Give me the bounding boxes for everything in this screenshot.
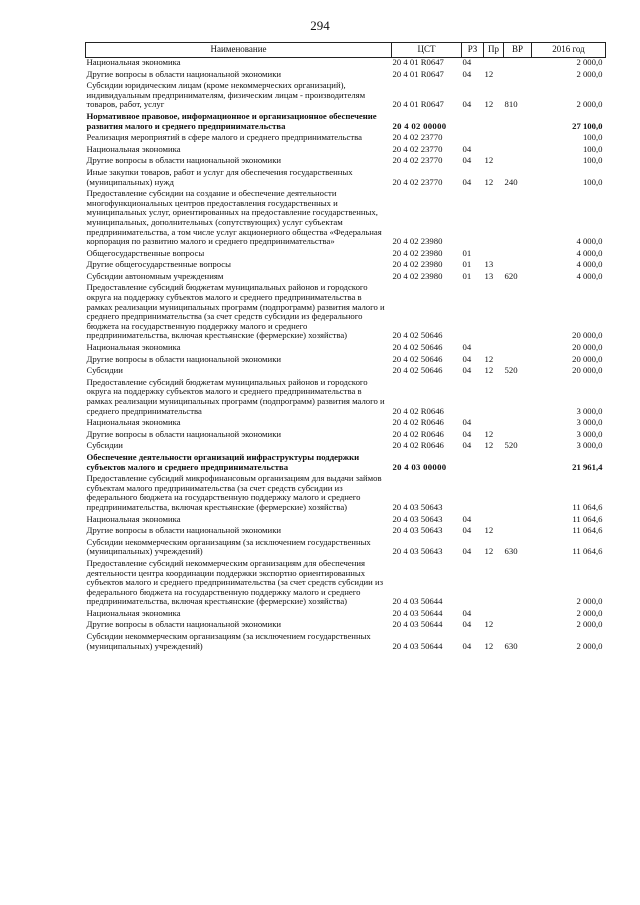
- row-pr: [484, 133, 504, 145]
- row-name: Иные закупки товаров, работ и услуг для обеспечения государственных (муниципальных) нужд: [86, 166, 353, 187]
- row-name: Субсидии некоммерческим организациям (за исключением государственных (муниципальных) учреждений): [86, 631, 371, 651]
- table-row: [86, 58, 606, 70]
- row-name: Нормативное правовое, информационное и организационное обеспечение развития малого и среднего предпринимательства: [86, 110, 377, 131]
- row-name: Другие вопросы в области национальной экономики: [86, 68, 282, 79]
- row-pr: 12: [484, 546, 494, 557]
- row-rz: 04: [462, 143, 472, 154]
- table-body: [86, 58, 606, 654]
- row-amount: 21 961,4: [572, 461, 603, 472]
- row-pr: 12: [484, 619, 494, 630]
- row-pr: [484, 58, 504, 70]
- row-amount: 100,0: [582, 176, 603, 187]
- header-pr: Пр: [484, 43, 504, 58]
- table-row: [86, 283, 606, 343]
- table-row: [86, 168, 606, 189]
- row-cst: 20 4 03 50643: [392, 546, 443, 557]
- row-pr: [484, 112, 504, 133]
- row-cst: 20 4 02 50646: [392, 342, 443, 353]
- table-row: [86, 189, 606, 249]
- table-row: [86, 453, 606, 474]
- row-vr: 620: [504, 270, 518, 281]
- row-amount: 11 064,6: [572, 546, 603, 557]
- header-rz: РЗ: [462, 43, 484, 58]
- row-cst: 20 4 02 R0646: [392, 428, 444, 439]
- row-amount: 3 000,0: [576, 440, 603, 451]
- row-vr: [504, 145, 532, 157]
- row-cst: 20 4 03 50644: [392, 596, 443, 607]
- row-name: Предоставление субсидий некоммерческим организациям для обеспечения деятельности центра координации поддержки экспортно ориентированных субъектов малого и среднего предпринимательства (за счет средств субсидии из федерального бюджета на государственную поддержку малого и среднего предпринимательства, включая крестьянские (фермерские) хозяйства): [86, 557, 384, 607]
- row-rz: 01: [462, 259, 472, 270]
- row-name: Национальная экономика: [86, 342, 181, 353]
- table-row: [86, 430, 606, 442]
- header-cst: ЦСТ: [392, 43, 462, 58]
- row-rz: [462, 378, 484, 418]
- row-pr: 12: [484, 176, 494, 187]
- row-cst: 20 4 03 50644: [392, 607, 443, 618]
- row-vr: [504, 343, 532, 355]
- row-rz: 04: [462, 68, 472, 79]
- row-amount: 2 000,0: [576, 57, 603, 67]
- row-pr: [484, 559, 504, 609]
- row-cst: 20 4 02 23980: [392, 247, 443, 258]
- row-name: Субсидии: [86, 440, 123, 451]
- row-amount: 3 000,0: [576, 405, 603, 416]
- row-amount: 100,0: [582, 143, 603, 154]
- row-vr: 520: [504, 440, 518, 451]
- row-amount: 100,0: [582, 132, 603, 143]
- row-amount: 11 064,6: [572, 513, 603, 524]
- row-name: Предоставление субсидий бюджетам муниципальных районов и городского округа на поддержку субъектов малого и среднего предпринимательства в рамках реализации муниципальных программ (подпрограмм) развития малого и среднего предпринимательства (за счет средств субсидии из федерального бюджета на государственную поддержку малого и среднего предпринимательства, включая крестьянские (фермерские) хозяйства): [86, 282, 385, 341]
- row-vr: [504, 515, 532, 527]
- row-amount: 3 000,0: [576, 428, 603, 439]
- table-row: [86, 526, 606, 538]
- row-amount: 2 000,0: [576, 99, 603, 110]
- budget-table: [85, 42, 606, 653]
- row-amount: 100,0: [582, 155, 603, 166]
- row-pr: [484, 474, 504, 514]
- row-rz: 04: [462, 640, 472, 651]
- row-amount: 20 000,0: [572, 342, 603, 353]
- row-vr: [504, 249, 532, 261]
- row-name: Другие вопросы в области национальной экономики: [86, 155, 282, 166]
- row-vr: [504, 453, 532, 474]
- table-row: [86, 378, 606, 418]
- row-pr: 12: [484, 155, 494, 166]
- row-pr: 12: [484, 440, 494, 451]
- row-pr: 13: [484, 270, 494, 281]
- row-pr: 12: [484, 99, 494, 110]
- row-pr: 12: [484, 428, 494, 439]
- row-amount: 4 000,0: [576, 236, 603, 247]
- row-cst: 20 4 03 00000: [392, 461, 447, 472]
- header-name: Наименование: [86, 43, 392, 58]
- table-row: [86, 355, 606, 367]
- row-rz: 04: [462, 546, 472, 557]
- row-pr: 12: [484, 640, 494, 651]
- row-amount: 11 064,6: [572, 525, 603, 536]
- table-row: [86, 81, 606, 112]
- table-row: [86, 538, 606, 559]
- row-name: Национальная экономика: [86, 417, 181, 428]
- row-name: Национальная экономика: [86, 143, 181, 154]
- row-cst: 20 4 01 R0647: [392, 57, 444, 67]
- row-cst: 20 4 03 50643: [392, 525, 443, 536]
- row-name: Предоставление субсидии на создание и обеспечение деятельности многофункциональных центров предоставления государственных и муниципальных услуг, ориентированных на предоставление государственных, муниципальных, дополнительных (сопутствующих) услуг субъектам предпринимательства, а том числе услуг акционерного общества «Федеральная корпорация по развитию малого и среднего предпринимательства»: [86, 188, 382, 247]
- row-rz: [462, 283, 484, 343]
- table-row: [86, 112, 606, 133]
- row-cst: 20 4 03 50644: [392, 640, 443, 651]
- row-rz: 04: [462, 440, 472, 451]
- row-name: Другие вопросы в области национальной экономики: [86, 525, 282, 536]
- row-vr: [504, 283, 532, 343]
- row-name: Субсидии автономным учреждениям: [86, 270, 224, 281]
- row-amount: 2 000,0: [576, 596, 603, 607]
- row-rz: 01: [462, 270, 472, 281]
- row-pr: 12: [484, 525, 494, 536]
- row-rz: [462, 112, 484, 133]
- table-row: [86, 133, 606, 145]
- row-rz: 04: [462, 417, 472, 428]
- row-cst: 20 4 03 50644: [392, 619, 443, 630]
- row-cst: 20 4 02 23770: [392, 143, 443, 154]
- row-vr: [504, 620, 532, 632]
- row-pr: [484, 453, 504, 474]
- row-pr: [484, 283, 504, 343]
- row-name: Другие общегосударственные вопросы: [86, 259, 231, 270]
- row-name: Национальная экономика: [86, 513, 181, 524]
- row-pr: [484, 189, 504, 249]
- row-rz: [462, 453, 484, 474]
- table-row: [86, 343, 606, 355]
- row-amount: 3 000,0: [576, 417, 603, 428]
- row-rz: [462, 189, 484, 249]
- row-cst: 20 4 02 50646: [392, 365, 443, 376]
- row-rz: [462, 559, 484, 609]
- row-vr: [504, 58, 532, 70]
- row-amount: 2 000,0: [576, 68, 603, 79]
- row-rz: 04: [462, 619, 472, 630]
- page-number: 294: [310, 18, 330, 33]
- row-cst: 20 4 01 R0647: [392, 68, 444, 79]
- row-amount: 4 000,0: [576, 270, 603, 281]
- row-rz: 04: [462, 176, 472, 187]
- row-pr: 12: [484, 68, 494, 79]
- row-vr: [504, 112, 532, 133]
- row-pr: 12: [484, 365, 494, 376]
- row-name: Другие вопросы в области национальной экономики: [86, 353, 282, 364]
- row-amount: 20 000,0: [572, 330, 603, 341]
- row-amount: 11 064,6: [572, 501, 603, 512]
- row-name: Субсидии юридическим лицам (кроме некоммерческих организаций), индивидуальным предпринимателям, физическим лицам - производителям товаров, работ, услуг: [86, 80, 366, 110]
- row-name: Национальная экономика: [86, 57, 181, 67]
- row-cst: 20 4 02 00000: [392, 120, 447, 131]
- row-cst: 20 4 01 R0647: [392, 99, 444, 110]
- row-pr: [484, 343, 504, 355]
- row-cst: 20 4 03 50643: [392, 513, 443, 524]
- row-vr: [504, 418, 532, 430]
- row-vr: [504, 378, 532, 418]
- row-amount: 4 000,0: [576, 247, 603, 258]
- row-amount: 4 000,0: [576, 259, 603, 270]
- row-rz: 04: [462, 342, 472, 353]
- row-cst: 20 4 02 R0646: [392, 440, 444, 451]
- row-amount: 2 000,0: [576, 607, 603, 618]
- row-rz: [462, 133, 484, 145]
- row-vr: [504, 526, 532, 538]
- row-rz: 04: [462, 353, 472, 364]
- row-cst: 20 4 02 R0646: [392, 417, 444, 428]
- row-vr: 240: [504, 176, 518, 187]
- row-cst: 20 4 02 23980: [392, 236, 443, 247]
- row-name: Предоставление субсидий микрофинансовым организациям для выдачи займов субъектам малого предпринимательства (за счет средств субсидии из федерального бюджета на государственную поддержку малого и среднего предпринимательства, включая крестьянские (фермерские) хозяйства): [86, 473, 382, 512]
- row-name: Другие вопросы в области национальной экономики: [86, 428, 282, 439]
- row-cst: 20 4 02 50646: [392, 330, 443, 341]
- row-amount: 20 000,0: [572, 365, 603, 376]
- row-name: Общегосударственные вопросы: [86, 247, 205, 258]
- row-rz: 04: [462, 607, 472, 618]
- row-rz: 04: [462, 155, 472, 166]
- row-cst: 20 4 02 23980: [392, 259, 443, 270]
- table-row: [86, 474, 606, 514]
- row-rz: 04: [462, 365, 472, 376]
- row-cst: 20 4 02 23980: [392, 270, 443, 281]
- row-rz: 04: [462, 513, 472, 524]
- row-vr: 810: [504, 99, 518, 110]
- row-rz: 04: [462, 428, 472, 439]
- row-pr: 12: [484, 353, 494, 364]
- row-cst: 20 4 02 50646: [392, 353, 443, 364]
- row-vr: [504, 474, 532, 514]
- row-rz: [462, 474, 484, 514]
- row-vr: [504, 133, 532, 145]
- row-amount: 2 000,0: [576, 640, 603, 651]
- row-name: Реализация мероприятий в сфере малого и среднего предпринимательства: [86, 132, 362, 143]
- row-name: Субсидии некоммерческим организациям (за исключением государственных (муниципальных) учреждений): [86, 536, 371, 557]
- row-cst: 20 4 03 50643: [392, 501, 443, 512]
- row-cst: 20 4 02 23770: [392, 155, 443, 166]
- row-rz: 04: [462, 99, 472, 110]
- row-name: Национальная экономика: [86, 607, 181, 618]
- row-name: Субсидии: [86, 365, 123, 376]
- row-amount: 2 000,0: [576, 619, 603, 630]
- header-vr: ВР: [504, 43, 532, 58]
- row-cst: 20 4 02 23770: [392, 176, 443, 187]
- row-name: Предоставление субсидий бюджетам муниципальных районов и городского округа на поддержку субъектов малого и среднего предпринимательства в рамках реализации муниципальных программ (подпрограмм) развития малого и среднего предпринимательства: [86, 376, 385, 416]
- row-vr: [504, 609, 532, 621]
- table-row: [86, 632, 606, 653]
- row-rz: 04: [462, 525, 472, 536]
- row-amount: 20 000,0: [572, 353, 603, 364]
- row-pr: [484, 378, 504, 418]
- row-rz: 01: [462, 247, 472, 258]
- row-vr: 630: [504, 546, 518, 557]
- row-vr: 520: [504, 365, 518, 376]
- row-vr: [504, 70, 532, 82]
- table-header: [86, 43, 606, 58]
- row-amount: 27 100,0: [572, 120, 603, 131]
- row-rz: 04: [462, 57, 472, 67]
- row-name: Обеспечение деятельности организаций инфраструктуры поддержки субъектов малого и среднего предпринимательства: [86, 451, 360, 472]
- row-vr: [504, 189, 532, 249]
- row-cst: 20 4 02 23770: [392, 132, 443, 143]
- table-row: [86, 559, 606, 609]
- header-year: 2016 год: [532, 43, 606, 58]
- row-vr: [504, 559, 532, 609]
- row-cst: 20 4 02 R0646: [392, 405, 444, 416]
- row-pr: 13: [484, 259, 494, 270]
- row-vr: 630: [504, 640, 518, 651]
- row-vr: [504, 156, 532, 168]
- row-name: Другие вопросы в области национальной экономики: [86, 619, 282, 630]
